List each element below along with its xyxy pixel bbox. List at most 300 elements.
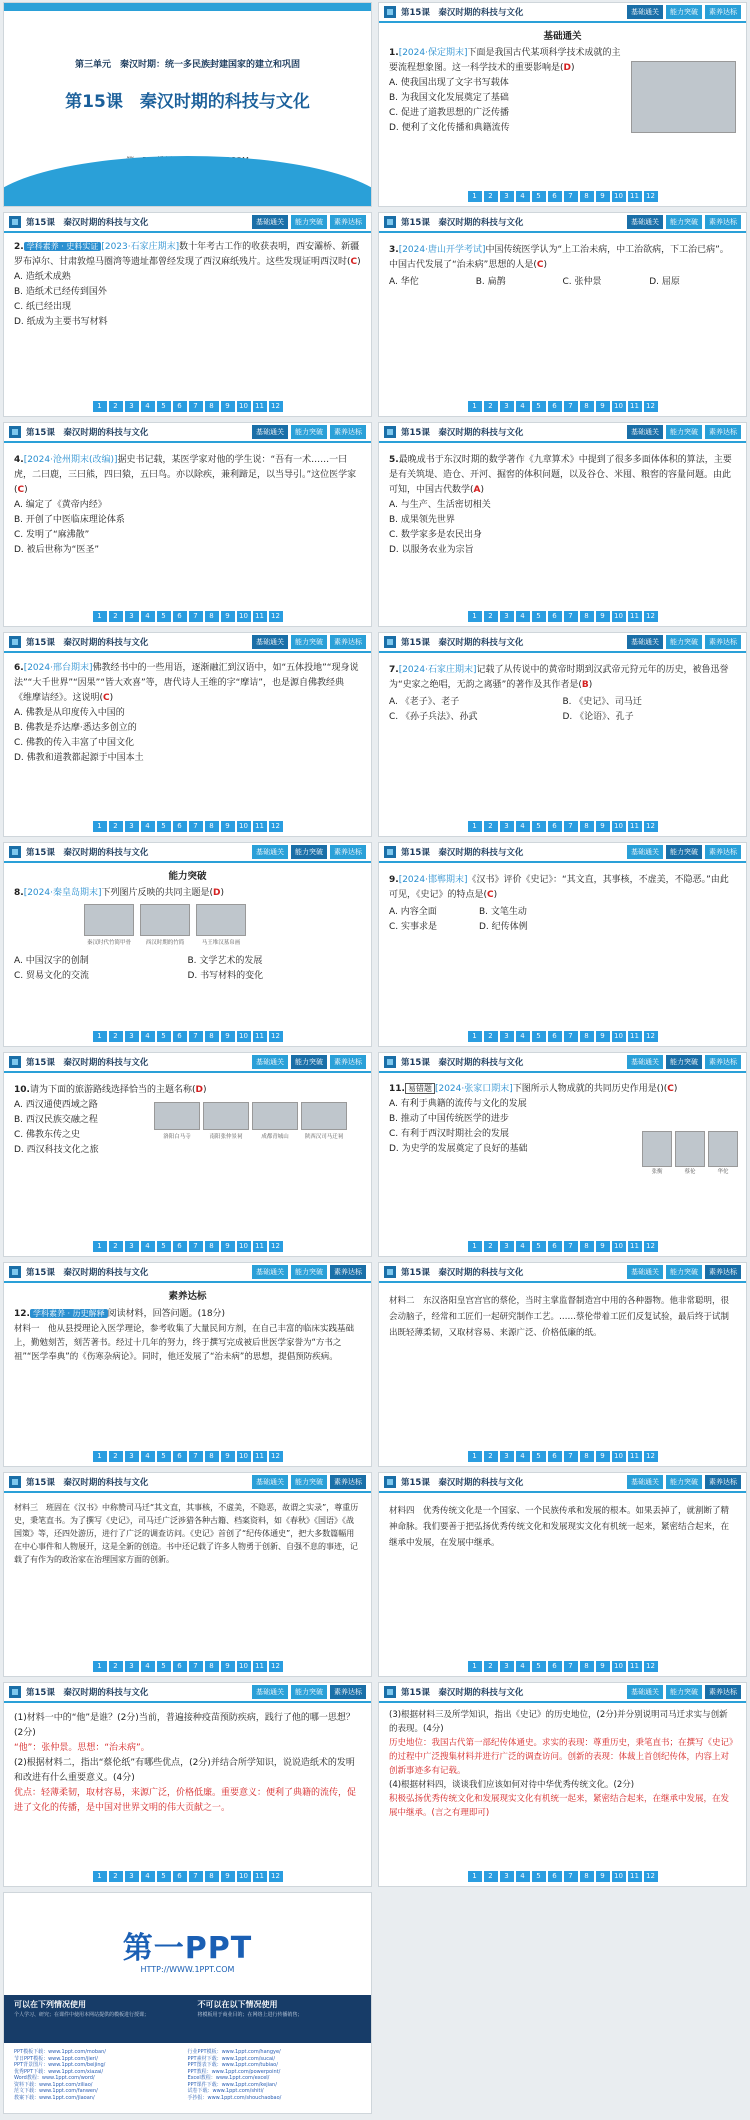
page-number-button[interactable]: 5	[157, 401, 171, 412]
page-number-button[interactable]: 9	[596, 1241, 610, 1252]
page-number-button[interactable]: 6	[173, 1451, 187, 1462]
page-number-button[interactable]: 10	[612, 1871, 626, 1882]
page-number-button[interactable]: 9	[221, 611, 235, 622]
page-number-button[interactable]: 11	[628, 821, 642, 832]
page-number-button[interactable]: 11	[628, 1871, 642, 1882]
page-number-button[interactable]: 6	[173, 1871, 187, 1882]
footer-link[interactable]: Excel教程：www.1ppt.com/excel/	[187, 2075, 270, 2081]
option: D. 佛教和道教都起源于中国本土	[14, 753, 144, 763]
page-number-button[interactable]: 9	[596, 401, 610, 412]
page-number-button[interactable]: 11	[253, 401, 267, 412]
tab-basic[interactable]: 基础通关	[252, 1475, 288, 1489]
tab-ability[interactable]: 能力突破	[666, 5, 702, 19]
footer-link[interactable]: 手抄报：www.1ppt.com/shouchaobao/	[187, 2094, 282, 2101]
page-number-button[interactable]: 6	[173, 611, 187, 622]
footer-link[interactable]: Word教程：www.1ppt.com/word/	[14, 2075, 95, 2081]
page-number-button[interactable]: 6	[173, 401, 187, 412]
page-number-button[interactable]: 9	[596, 191, 610, 202]
page-number-button[interactable]: 7	[564, 1031, 578, 1042]
page-number-button[interactable]: 11	[253, 1241, 267, 1252]
page-number-button[interactable]: 3	[125, 401, 139, 412]
page-number-button[interactable]: 11	[628, 191, 642, 202]
page-number-button[interactable]: 8	[205, 611, 219, 622]
page-number-button[interactable]: 10	[237, 1661, 251, 1672]
page-number-button[interactable]: 4	[516, 1871, 530, 1882]
page-number-button[interactable]: 9	[596, 1451, 610, 1462]
page-number-button[interactable]: 11	[253, 821, 267, 832]
page-number-button[interactable]: 12	[269, 1661, 283, 1672]
page-number-button[interactable]: 8	[205, 1451, 219, 1462]
tab-basic[interactable]: 基础通关	[252, 635, 288, 649]
page-number-button[interactable]: 8	[580, 1241, 594, 1252]
page-number-button[interactable]: 1	[468, 191, 482, 202]
page-number-button[interactable]: 8	[205, 1241, 219, 1252]
option: C. 《孙子兵法》、孙武	[389, 712, 478, 722]
page-number-button[interactable]: 1	[93, 611, 107, 622]
page-number-button[interactable]: 10	[237, 1241, 251, 1252]
tab-literacy[interactable]: 素养达标	[330, 635, 366, 649]
tab-literacy[interactable]: 素养达标	[330, 425, 366, 439]
page-number-button[interactable]: 6	[548, 191, 562, 202]
page-number-button[interactable]: 2	[484, 611, 498, 622]
tab-literacy[interactable]: 素养达标	[705, 425, 741, 439]
page-number-button[interactable]: 6	[548, 1871, 562, 1882]
page-number-button[interactable]: 4	[141, 821, 155, 832]
page-number-button[interactable]: 3	[500, 401, 514, 412]
footer-link[interactable]: PPT模板下载：www.1ppt.com/moban/	[14, 2049, 106, 2055]
page-number-button[interactable]: 9	[221, 401, 235, 412]
page-number-button[interactable]: 1	[468, 401, 482, 412]
page-number-button[interactable]: 3	[500, 1031, 514, 1042]
page-number-button[interactable]: 8	[205, 1661, 219, 1672]
lesson-title: 第15课 秦汉时期的科技与文化	[26, 638, 149, 648]
page-number-button[interactable]: 4	[141, 611, 155, 622]
page-number-button[interactable]: 11	[628, 1031, 642, 1042]
page-number-button[interactable]: 8	[580, 191, 594, 202]
pager	[379, 611, 746, 622]
page-number-button[interactable]: 9	[221, 1241, 235, 1252]
footer-link[interactable]: PPT背景图片：www.1ppt.com/beijing/	[14, 2062, 106, 2068]
page-number-button[interactable]: 7	[564, 401, 578, 412]
page-number-button[interactable]: 1	[468, 1661, 482, 1672]
page-number-button[interactable]: 2	[484, 1451, 498, 1462]
page-number-button[interactable]: 9	[596, 1871, 610, 1882]
lesson-title: 第15课 秦汉时期的科技与文化	[401, 1478, 524, 1488]
page-number-button[interactable]: 2	[109, 1031, 123, 1042]
page-number-button[interactable]: 5	[532, 1871, 546, 1882]
page-number-button[interactable]: 12	[269, 1871, 283, 1882]
tab-ability[interactable]: 能力突破	[291, 425, 327, 439]
tab-literacy[interactable]: 素养达标	[705, 1055, 741, 1069]
pager	[4, 611, 371, 622]
page-number-button[interactable]: 7	[189, 1871, 203, 1882]
caption: 马王堆汉墓帛画	[201, 940, 241, 946]
footer-link[interactable]: PPT图表下载：www.1ppt.com/tubiao/	[187, 2062, 278, 2068]
page-number-button[interactable]: 11	[628, 1241, 642, 1252]
page-number-button[interactable]: 10	[612, 821, 626, 832]
page-number-button[interactable]: 2	[109, 1451, 123, 1462]
page-number-button[interactable]: 1	[93, 1451, 107, 1462]
page-number-button[interactable]: 3	[125, 611, 139, 622]
page-number-button[interactable]: 7	[564, 821, 578, 832]
footer-link[interactable]: 优秀PPT下载：www.1ppt.com/xiazai/	[14, 2068, 104, 2075]
page-number-button[interactable]: 4	[516, 1661, 530, 1672]
page-number-button[interactable]: 12	[644, 611, 658, 622]
page-number-button[interactable]: 7	[564, 1871, 578, 1882]
lesson-icon	[384, 1266, 396, 1278]
page-number-button[interactable]: 3	[500, 191, 514, 202]
tab-ability[interactable]: 能力突破	[666, 1055, 702, 1069]
tab-ability[interactable]: 能力突破	[291, 1055, 327, 1069]
tab-literacy[interactable]: 素养达标	[705, 845, 741, 859]
page-number-button[interactable]: 12	[644, 1661, 658, 1672]
tab-ability[interactable]: 能力突破	[666, 1685, 702, 1699]
page-number-button[interactable]: 12	[269, 611, 283, 622]
page-number-button[interactable]: 3	[500, 611, 514, 622]
page-number-button[interactable]: 8	[580, 1451, 594, 1462]
page-number-button[interactable]: 4	[516, 401, 530, 412]
page-number-button[interactable]: 10	[612, 1451, 626, 1462]
page-number-button[interactable]: 2	[484, 191, 498, 202]
page-number-button[interactable]: 1	[468, 611, 482, 622]
page-number-button[interactable]: 5	[532, 1661, 546, 1672]
page-number-button[interactable]: 2	[109, 1661, 123, 1672]
page-number-button[interactable]: 1	[468, 1871, 482, 1882]
tab-ability[interactable]: 能力突破	[291, 1265, 327, 1279]
tab-ability[interactable]: 能力突破	[291, 635, 327, 649]
page-number-button[interactable]: 9	[221, 821, 235, 832]
page-number-button[interactable]: 10	[237, 821, 251, 832]
page-number-button[interactable]: 5	[532, 1031, 546, 1042]
page-number-button[interactable]: 6	[173, 1031, 187, 1042]
page-number-button[interactable]: 5	[532, 1451, 546, 1462]
tab-ability[interactable]: 能力突破	[666, 425, 702, 439]
page-number-button[interactable]: 8	[205, 821, 219, 832]
page-number-button[interactable]: 1	[93, 401, 107, 412]
page-number-button[interactable]: 2	[484, 1241, 498, 1252]
page-number-button[interactable]: 5	[157, 1451, 171, 1462]
page-number-button[interactable]: 3	[125, 1031, 139, 1042]
page-number-button[interactable]: 11	[628, 1661, 642, 1672]
tab-ability[interactable]: 能力突破	[291, 1475, 327, 1489]
page-number-button[interactable]: 8	[580, 1661, 594, 1672]
page-number-button[interactable]: 8	[205, 1031, 219, 1042]
photo-qingcheng-mountain	[252, 1102, 298, 1130]
page-number-button[interactable]: 7	[189, 401, 203, 412]
page-number-button[interactable]: 4	[141, 1871, 155, 1882]
page-number-button[interactable]: 10	[612, 611, 626, 622]
page-number-button[interactable]: 6	[548, 821, 562, 832]
tab-ability[interactable]: 能力突破	[666, 215, 702, 229]
page-number-button[interactable]: 4	[141, 1661, 155, 1672]
page-number-button[interactable]: 9	[596, 1661, 610, 1672]
brand-logo: 第一PPT	[122, 1931, 253, 1966]
tab-basic[interactable]: 基础通关	[627, 215, 663, 229]
page-number-button[interactable]: 8	[580, 611, 594, 622]
page-number-button[interactable]: 11	[628, 401, 642, 412]
tab-literacy[interactable]: 素养达标	[705, 215, 741, 229]
page-number-button[interactable]: 5	[157, 821, 171, 832]
tab-basic[interactable]: 基础通关	[627, 1055, 663, 1069]
page-number-button[interactable]: 4	[516, 1241, 530, 1252]
footer-link[interactable]: 试卷下载：www.1ppt.com/shiti/	[187, 2088, 264, 2094]
page-number-button[interactable]: 4	[516, 1451, 530, 1462]
page-number-button[interactable]: 6	[548, 1451, 562, 1462]
page-number-button[interactable]: 9	[596, 611, 610, 622]
page-number-button[interactable]: 2	[484, 821, 498, 832]
page-number-button[interactable]: 12	[644, 1871, 658, 1882]
footer-link[interactable]: 教案下载：www.1ppt.com/jiaoan/	[14, 2094, 95, 2101]
page-number-button[interactable]: 8	[580, 821, 594, 832]
slide-q9	[378, 842, 747, 1047]
page-number-button[interactable]: 4	[516, 821, 530, 832]
page-number-button[interactable]: 12	[644, 1451, 658, 1462]
page-number-button[interactable]: 2	[484, 1661, 498, 1672]
page-number-button[interactable]: 6	[548, 1031, 562, 1042]
page-number-button[interactable]: 1	[93, 1661, 107, 1672]
page-number-button[interactable]: 5	[532, 401, 546, 412]
page-number-button[interactable]: 3	[500, 1871, 514, 1882]
page-number-button[interactable]: 3	[125, 821, 139, 832]
tab-basic[interactable]: 基础通关	[252, 1055, 288, 1069]
tab-basic[interactable]: 基础通关	[627, 1685, 663, 1699]
photo-zhang-zhongjing-shrine	[203, 1102, 249, 1130]
tab-ability[interactable]: 能力突破	[666, 635, 702, 649]
page-number-button[interactable]: 11	[253, 1871, 267, 1882]
page-number-button[interactable]: 12	[644, 191, 658, 202]
option: D. 屈原	[649, 277, 680, 287]
usage-band	[4, 1995, 371, 2043]
caption: 成都青城山	[261, 1134, 289, 1140]
page-number-button[interactable]: 6	[173, 1241, 187, 1252]
tab-basic[interactable]: 基础通关	[627, 635, 663, 649]
page-number-button[interactable]: 1	[93, 1871, 107, 1882]
page-number-button[interactable]: 9	[221, 1031, 235, 1042]
page-number-button[interactable]: 7	[564, 1661, 578, 1672]
tab-literacy[interactable]: 素养达标	[330, 845, 366, 859]
tab-literacy[interactable]: 素养达标	[705, 1265, 741, 1279]
page-number-button[interactable]: 12	[269, 1031, 283, 1042]
page-number-button[interactable]: 6	[173, 1661, 187, 1672]
page-number-button[interactable]: 5	[157, 1871, 171, 1882]
tab-basic[interactable]: 基础通关	[627, 845, 663, 859]
tab-basic[interactable]: 基础通关	[252, 845, 288, 859]
tab-literacy[interactable]: 素养达标	[705, 5, 741, 19]
lesson-icon	[9, 1056, 21, 1068]
lesson-title: 第15课 秦汉时期的科技与文化	[26, 1268, 149, 1278]
page-number-button[interactable]: 5	[157, 1241, 171, 1252]
page-number-button[interactable]: 10	[612, 1031, 626, 1042]
page-number-button[interactable]: 5	[532, 1241, 546, 1252]
tab-literacy[interactable]: 素养达标	[705, 1475, 741, 1489]
tab-basic[interactable]: 基础通关	[627, 1265, 663, 1279]
tab-ability[interactable]: 能力突破	[291, 1685, 327, 1699]
page-number-button[interactable]: 1	[93, 821, 107, 832]
page-number-button[interactable]: 3	[500, 1451, 514, 1462]
page-number-button[interactable]: 2	[109, 401, 123, 412]
page-number-button[interactable]: 4	[516, 191, 530, 202]
page-number-button[interactable]: 4	[141, 1451, 155, 1462]
page-number-button[interactable]: 12	[269, 1451, 283, 1462]
page-number-button[interactable]: 11	[253, 1451, 267, 1462]
page-number-button[interactable]: 4	[516, 1031, 530, 1042]
page-number-button[interactable]: 8	[580, 401, 594, 412]
page-number-button[interactable]: 1	[468, 1031, 482, 1042]
page-number-button[interactable]: 3	[125, 1661, 139, 1672]
tab-basic[interactable]: 基础通关	[252, 425, 288, 439]
page-number-button[interactable]: 11	[253, 611, 267, 622]
tab-basic[interactable]: 基础通关	[627, 425, 663, 439]
material-3: 材料三 班固在《汉书》中称赞司马迁“其文直，其事核，不虚美，不隐恶，故谓之实录”，尊重历史，秉笔直书。为了撰写《史记》，司马迁广泛涉猎各种古籍、档案资料，如《春秋》《国语》《战国策》等，还四处游历，进行了广泛的调查访问。《史记》首创了“纪传体通史”，把大多数篇幅用在中心事件和人物展开，这是全新的创造。书中还记载了许多人物勇于创新、自强不息的事迹，记载了有作为的政治家在治理国家方面的创新。	[14, 1503, 359, 1564]
page-number-button[interactable]: 5	[157, 611, 171, 622]
page-number-button[interactable]: 10	[237, 401, 251, 412]
page-number-button[interactable]: 2	[484, 1031, 498, 1042]
question-stem: 7.[2024·石家庄期末]记载了从传说中的黄帝时期到汉武帝元狩元年的历史，被鲁迅誉为“史家之绝唱，无韵之离骚”的著作及其作者是(B)	[389, 665, 729, 690]
page-number-button[interactable]: 1	[468, 1451, 482, 1462]
page-number-button[interactable]: 8	[580, 1871, 594, 1882]
page-number-button[interactable]: 12	[269, 1241, 283, 1252]
page-number-button[interactable]: 11	[628, 611, 642, 622]
page-number-button[interactable]: 2	[484, 401, 498, 412]
page-number-button[interactable]: 12	[644, 821, 658, 832]
page-number-button[interactable]: 1	[93, 1031, 107, 1042]
page-number-button[interactable]: 11	[253, 1661, 267, 1672]
page-number-button[interactable]: 3	[125, 1241, 139, 1252]
page-number-button[interactable]: 5	[157, 1031, 171, 1042]
footer-link[interactable]: PPT教程：www.1ppt.com/powerpoint/	[187, 2068, 281, 2075]
tab-basic[interactable]: 基础通关	[627, 1475, 663, 1489]
tab-ability[interactable]: 能力突破	[666, 1265, 702, 1279]
page-number-button[interactable]: 9	[596, 821, 610, 832]
footer-link[interactable]: 节日PPT模板：www.1ppt.com/jieri/	[14, 2055, 98, 2062]
page-number-button[interactable]: 3	[125, 1451, 139, 1462]
page-number-button[interactable]: 2	[109, 1871, 123, 1882]
tab-literacy[interactable]: 素养达标	[330, 215, 366, 229]
page-number-button[interactable]: 12	[644, 401, 658, 412]
lesson-title: 第15课 秦汉时期的科技与文化	[401, 428, 524, 438]
page-number-button[interactable]: 6	[548, 611, 562, 622]
page-number-button[interactable]: 6	[548, 401, 562, 412]
page-number-button[interactable]: 5	[157, 1661, 171, 1672]
page-number-button[interactable]: 12	[269, 401, 283, 412]
page-number-button[interactable]: 6	[173, 821, 187, 832]
page-number-button[interactable]: 3	[500, 1241, 514, 1252]
tab-literacy[interactable]: 素养达标	[330, 1055, 366, 1069]
page-number-button[interactable]: 3	[500, 821, 514, 832]
page-number-button[interactable]: 9	[221, 1451, 235, 1462]
page-number-button[interactable]: 12	[644, 1031, 658, 1042]
page-number-button[interactable]: 3	[500, 1661, 514, 1672]
page-number-button[interactable]: 10	[237, 611, 251, 622]
tab-literacy[interactable]: 素养达标	[705, 635, 741, 649]
page-number-button[interactable]: 10	[612, 401, 626, 412]
page-number-button[interactable]: 11	[253, 1031, 267, 1042]
page-number-button[interactable]: 9	[221, 1871, 235, 1882]
page-number-button[interactable]: 10	[237, 1031, 251, 1042]
page-number-button[interactable]: 5	[532, 191, 546, 202]
page-number-button[interactable]: 7	[564, 191, 578, 202]
tab-basic[interactable]: 基础通关	[252, 1685, 288, 1699]
page-number-button[interactable]: 6	[548, 1661, 562, 1672]
page-number-button[interactable]: 2	[109, 1241, 123, 1252]
page-number-button[interactable]: 8	[205, 401, 219, 412]
footer-link[interactable]: 范文下载：www.1ppt.com/fanwen/	[14, 2088, 98, 2094]
brand-url[interactable]: HTTP://WWW.1PPT.COM	[140, 1965, 235, 1974]
page-number-button[interactable]: 1	[468, 1241, 482, 1252]
page-number-button[interactable]: 4	[141, 1241, 155, 1252]
page-number-button[interactable]: 3	[125, 1871, 139, 1882]
answer-3: 历史地位：我国古代第一部纪传体通史。求实的表现：尊重历史，秉笔直书；在撰写《史记》的过程中广泛搜集材料并进行广泛的调查访问。创新的表现：体裁上首创纪传体，内容上对创新事迹多有记载。	[389, 1738, 734, 1776]
tab-literacy[interactable]: 素养达标	[705, 1685, 741, 1699]
page-number-button[interactable]: 10	[612, 1241, 626, 1252]
page-number-button[interactable]: 7	[189, 1241, 203, 1252]
option: B. 文学艺术的发展	[187, 956, 263, 966]
tab-basic[interactable]: 基础通关	[627, 5, 663, 19]
page-number-button[interactable]: 7	[564, 611, 578, 622]
tab-literacy[interactable]: 素养达标	[330, 1265, 366, 1279]
page-number-button[interactable]: 7	[189, 1031, 203, 1042]
page-number-button[interactable]: 10	[237, 1871, 251, 1882]
portrait-zhang-heng	[642, 1131, 672, 1167]
tab-literacy[interactable]: 素养达标	[330, 1685, 366, 1699]
footer-link[interactable]: 资料下载：www.1ppt.com/ziliao/	[14, 2081, 93, 2088]
option: D. 以服务农业为宗旨	[389, 545, 474, 555]
footer-link[interactable]: PPT课件下载：www.1ppt.com/kejian/	[187, 2081, 277, 2088]
page-number-button[interactable]: 10	[612, 1661, 626, 1672]
page-number-button[interactable]: 7	[189, 1661, 203, 1672]
page-number-button[interactable]: 8	[205, 1871, 219, 1882]
page-number-button[interactable]: 11	[628, 1451, 642, 1462]
question-stem: 11. 易错题 [2024·张家口期末]下图所示人物成就的共同历史作用是()(C)	[389, 1084, 678, 1094]
page-number-button[interactable]: 1	[468, 821, 482, 832]
page-number-button[interactable]: 8	[580, 1031, 594, 1042]
page-number-button[interactable]: 6	[548, 1241, 562, 1252]
page-number-button[interactable]: 10	[237, 1451, 251, 1462]
page-number-button[interactable]: 7	[564, 1241, 578, 1252]
page-number-button[interactable]: 12	[644, 1241, 658, 1252]
page-number-button[interactable]: 9	[221, 1661, 235, 1672]
page-number-button[interactable]: 2	[109, 821, 123, 832]
tab-basic[interactable]: 基础通关	[252, 215, 288, 229]
page-number-button[interactable]: 2	[484, 1871, 498, 1882]
page-number-button[interactable]: 1	[93, 1241, 107, 1252]
page-number-button[interactable]: 9	[596, 1031, 610, 1042]
page-number-button[interactable]: 12	[269, 821, 283, 832]
page-number-button[interactable]: 7	[564, 1451, 578, 1462]
page-number-button[interactable]: 5	[532, 821, 546, 832]
page-number-button[interactable]: 7	[189, 611, 203, 622]
tab-literacy[interactable]: 素养达标	[330, 1475, 366, 1489]
page-number-button[interactable]: 4	[141, 401, 155, 412]
tab-ability[interactable]: 能力突破	[666, 1475, 702, 1489]
page-number-button[interactable]: 5	[532, 611, 546, 622]
lesson-icon	[384, 426, 396, 438]
tab-ability[interactable]: 能力突破	[291, 845, 327, 859]
page-number-button[interactable]: 2	[109, 611, 123, 622]
tab-basic[interactable]: 基础通关	[252, 1265, 288, 1279]
page-number-button[interactable]: 10	[612, 191, 626, 202]
tab-ability[interactable]: 能力突破	[666, 845, 702, 859]
slide-header	[4, 423, 371, 443]
footer-link[interactable]: PPT素材下载：www.1ppt.com/sucai/	[187, 2055, 276, 2062]
footer-link[interactable]: 行业PPT模板：www.1ppt.com/hangye/	[187, 2049, 281, 2055]
page-number-button[interactable]: 7	[189, 1451, 203, 1462]
page-number-button[interactable]: 7	[189, 821, 203, 832]
page-number-button[interactable]: 4	[516, 611, 530, 622]
answer-2: 优点：轻薄柔韧，取材容易，来源广泛，价格低廉。重要意义：便利了典籍的流传，促进了文化的传播，是中国对世界文明的伟大贡献之一。	[14, 1788, 357, 1813]
page-number-button[interactable]: 4	[141, 1031, 155, 1042]
tab-ability[interactable]: 能力突破	[291, 215, 327, 229]
